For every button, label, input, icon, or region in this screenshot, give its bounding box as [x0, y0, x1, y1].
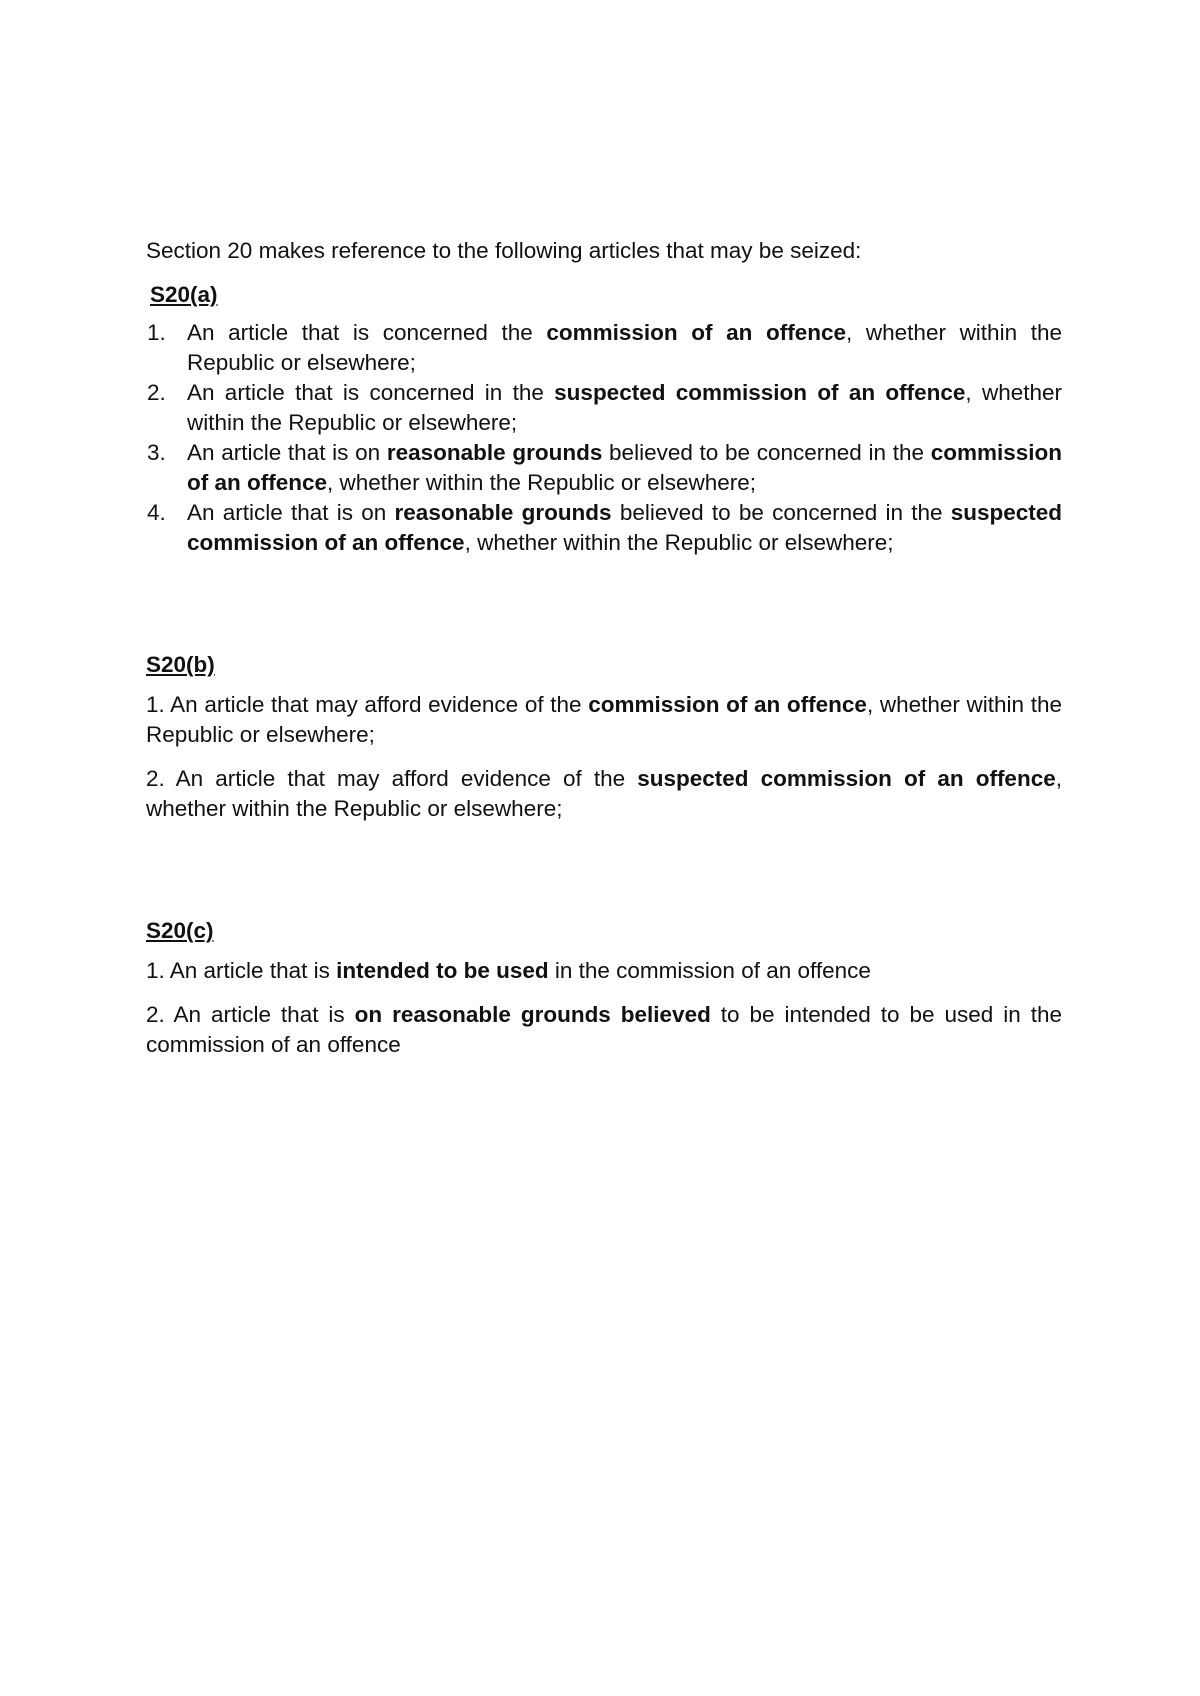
list-item	[146, 956, 1062, 986]
item-text: 2. An article that is	[146, 1002, 355, 1027]
item-text: , whether within the Republic or elsewhere;	[187, 380, 1062, 435]
item-text: , whether within the Republic or elsewhere;	[187, 320, 1062, 375]
list-number: 2.	[147, 380, 166, 405]
item-text: 2. An article that may afford evidence of the	[146, 766, 638, 791]
list-item	[146, 498, 1062, 558]
item-bold-text: suspected commission of an offence	[637, 766, 1056, 791]
section-s20c	[146, 916, 1062, 1060]
list-number: 4.	[147, 500, 166, 525]
item-text: to be intended to be used in the commission of an offence	[146, 1002, 1062, 1057]
item-bold-text: commission of an offence	[546, 320, 847, 345]
item-text: , whether within the Republic or elsewhere;	[146, 692, 1062, 747]
section-heading-s20a: S20(a)	[150, 282, 218, 307]
item-text: believed to be concerned in the	[611, 500, 951, 525]
item-text: An article that is concerned the	[187, 320, 547, 345]
section-spacer	[146, 558, 1062, 650]
item-text: An article that is on	[187, 440, 387, 465]
item-bold-text: reasonable grounds	[394, 500, 612, 525]
item-bold-text: suspected commission of an offence	[554, 380, 966, 405]
list-item	[146, 1000, 1062, 1060]
document-page	[146, 236, 1062, 1074]
item-bold-text: reasonable grounds	[386, 440, 603, 465]
item-bold-text: intended to be used	[336, 958, 549, 983]
list-number: 1.	[147, 320, 166, 345]
item-text: 1. An article that may afford evidence of the	[146, 692, 589, 717]
item-text: 1. An article that is	[146, 958, 337, 983]
intro-paragraph: Section 20 makes reference to the following articles that may be seized:	[146, 238, 862, 263]
list-item	[146, 764, 1062, 824]
item-bold-text: commission of an offence	[187, 440, 1062, 495]
section-heading-s20c: S20(c)	[146, 918, 214, 943]
item-text: An article that is on	[187, 500, 395, 525]
item-text: , whether within the Republic or elsewhere;	[464, 530, 894, 555]
item-text: believed to be concerned in the	[602, 440, 931, 465]
item-text: , whether within the Republic or elsewhere;	[327, 470, 756, 495]
list-item	[146, 438, 1062, 498]
item-text: An article that is concerned in the	[187, 380, 555, 405]
section-spacer	[146, 838, 1062, 916]
section-s20b	[146, 650, 1062, 824]
item-text: in the commission of an offence	[548, 958, 871, 983]
item-bold-text: suspected commission of an offence	[187, 500, 1063, 555]
list-item	[146, 318, 1062, 378]
item-bold-text: commission of an offence	[588, 692, 867, 717]
list-item	[146, 378, 1062, 438]
item-bold-text: on reasonable grounds believed	[354, 1002, 711, 1027]
item-text: , whether within the Republic or elsewhere;	[146, 766, 1062, 821]
section-s20a	[146, 280, 1062, 558]
list-item	[146, 690, 1062, 750]
list-number: 3.	[147, 440, 166, 465]
numbered-list-s20a	[146, 318, 1062, 558]
section-heading-s20b: S20(b)	[146, 652, 215, 677]
